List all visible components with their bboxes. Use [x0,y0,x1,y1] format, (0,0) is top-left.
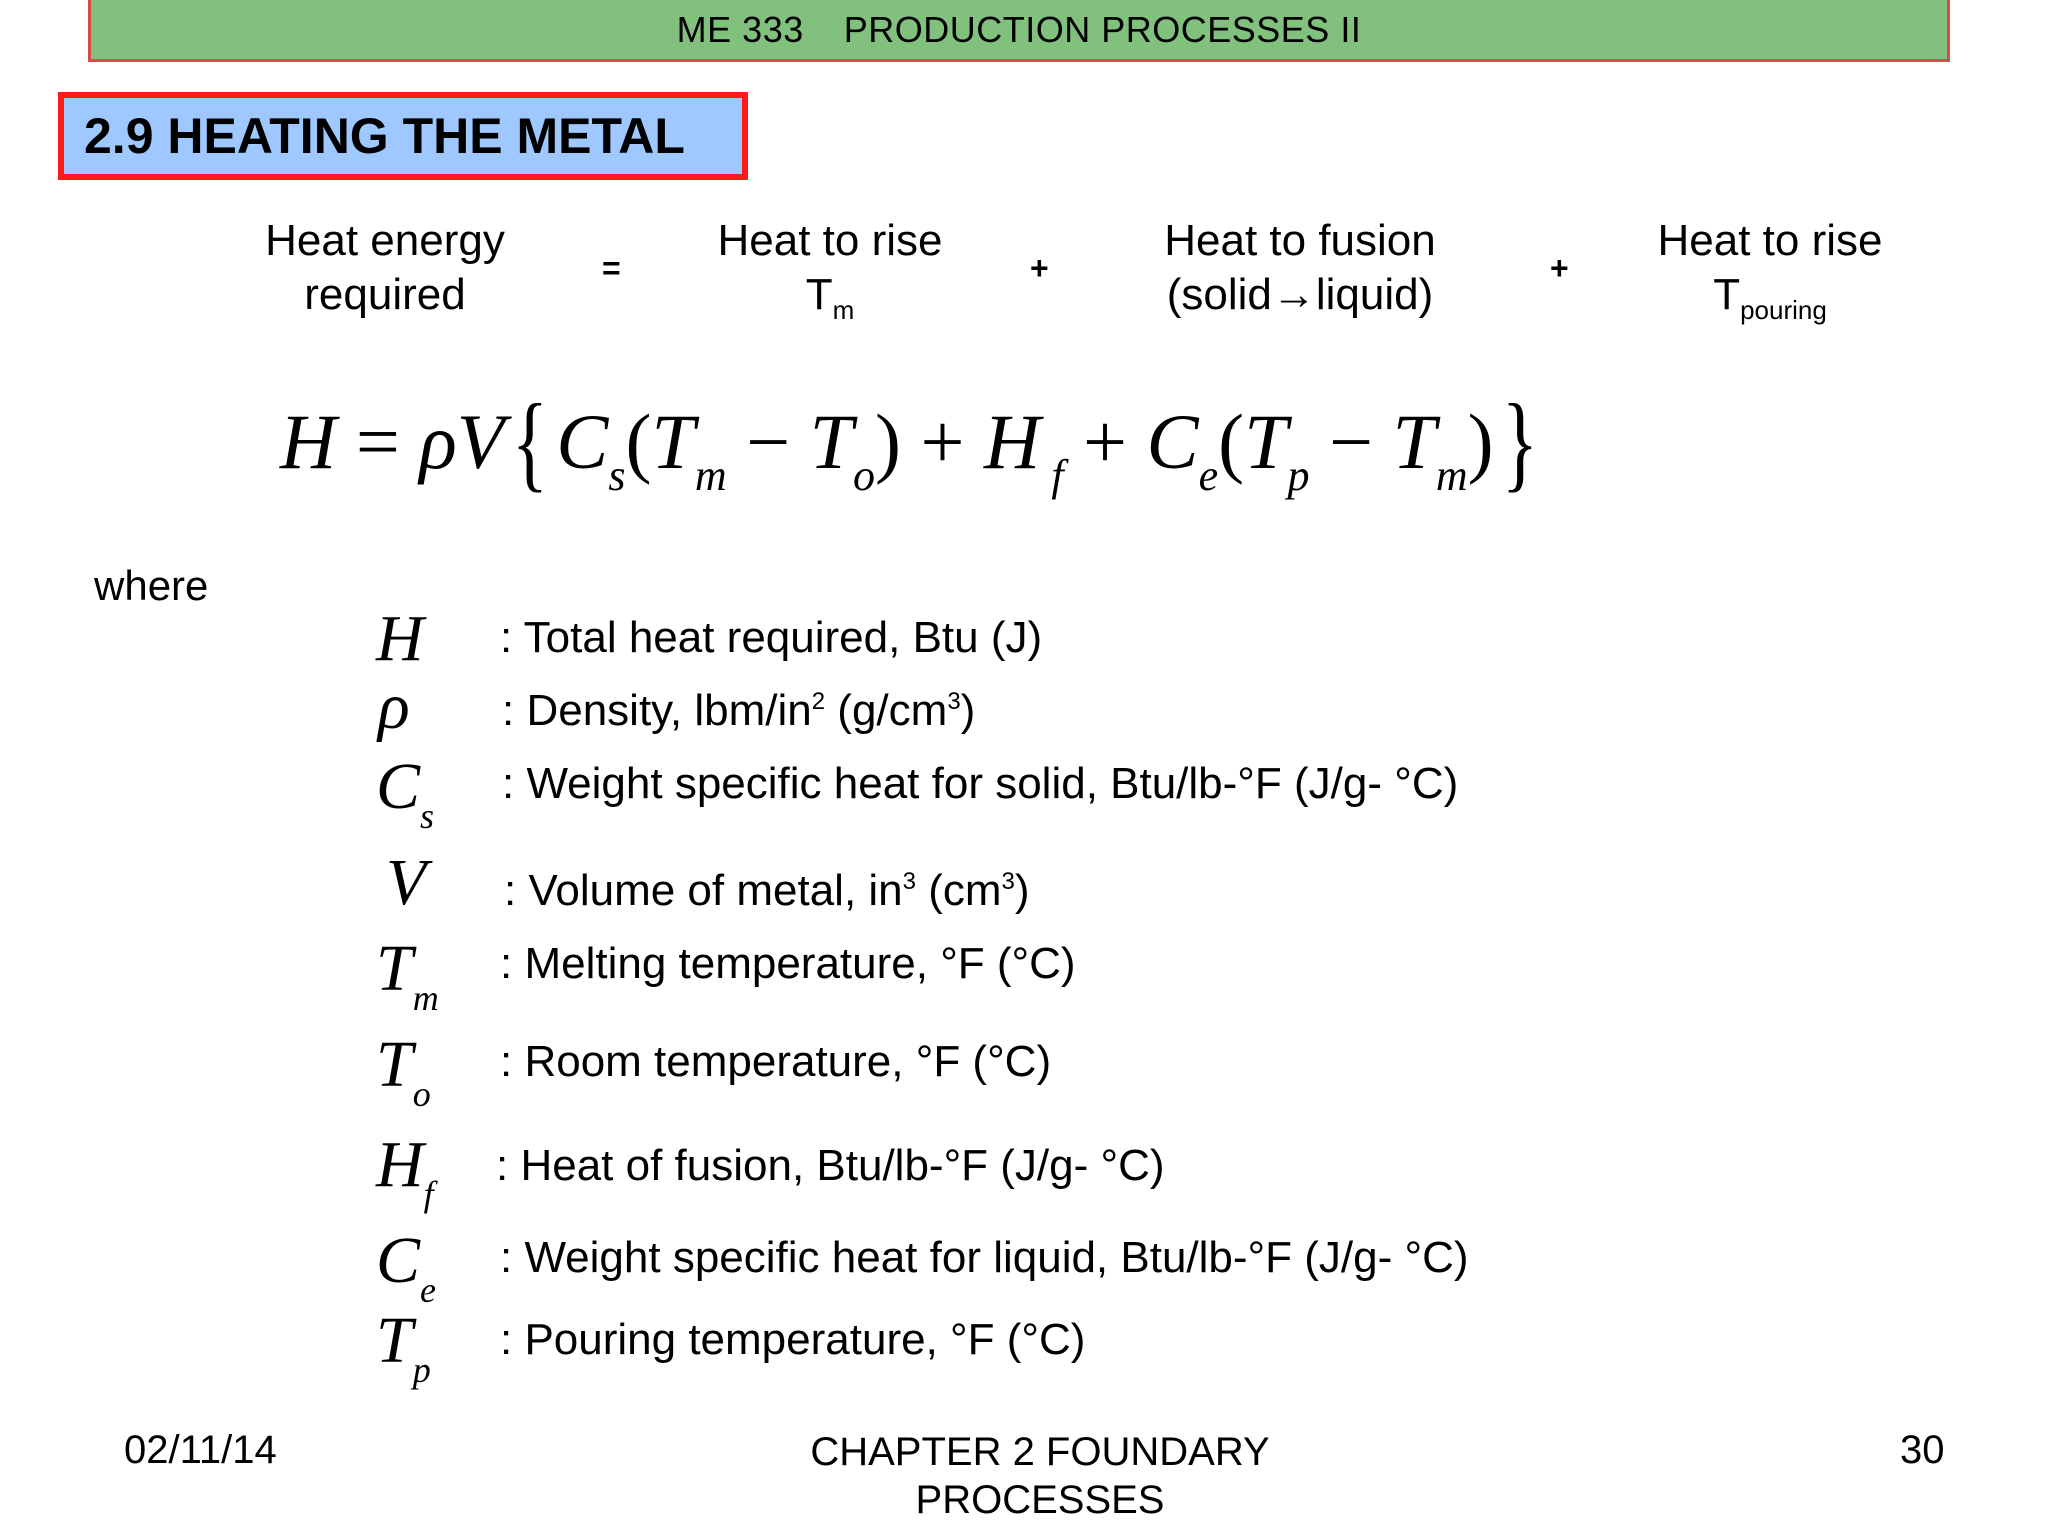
word-term-heat-rise-tpouring [1640,214,1900,337]
variable-symbol: ρ [378,670,410,743]
variable-description: : Total heat required, Btu (J) [500,613,1043,662]
variable-description: : Weight specific heat for solid, Btu/lb-°F (J/g- °C) [502,759,1459,808]
equals-sign: = [602,250,621,286]
variable-description: : Weight specific heat for liquid, Btu/lb-°F (J/g- °C) [500,1233,1469,1282]
variable-description: : Volume of metal, $in^3$ $(cm^3)$ [504,866,1030,915]
footer-chapter-line: CHAPTER 2 FOUNDARY [810,1430,1270,1474]
word-term-line: Heat to rise [717,216,943,265]
course-code: ME 333 [676,8,804,50]
word-term-line: Heat energy [265,216,505,265]
footer-chapter-line: PROCESSES [915,1478,1165,1522]
word-term-heat-energy [240,214,530,322]
page-number: 30 [1900,1428,1945,1472]
variable-description: : Pouring temperature, °F (°C) [500,1315,1086,1364]
word-term-line: (solid→liquid) [1166,270,1434,319]
variable-symbol: $C_e$ [376,1224,437,1310]
course-header-bar [88,0,1950,62]
variable-symbol: $T_o$ [376,1028,431,1114]
word-term-line: required [304,270,466,319]
variable-symbol: $C_s$ [376,750,435,836]
variable-symbol: $T_m$ [376,932,439,1018]
heat-energy-formula: $H = \rho V\{C_s(T_m - T_o) + H$ $_f + C_e(T_p - T_m)$} [280,383,1538,502]
plus-sign: + [1550,250,1569,286]
word-term-line: $T_{pouring}$ [1713,270,1827,325]
word-term-line: $T_m$ [805,270,855,325]
word-term-heat-rise-tm [690,214,970,337]
variable-description: : Room temperature, °F (°C) [500,1037,1052,1086]
footer-chapter [780,1428,1300,1524]
variable-description: : Heat of fusion, Btu/lb-°F (J/g- °C) [496,1141,1165,1190]
word-term-heat-fusion [1140,214,1460,322]
footer-date: 02/11/14 [124,1428,277,1472]
word-term-line: Heat to rise [1657,216,1883,265]
variable-description: : Density, lbm/$in^2$ $(g/cm^3)$ [502,686,976,735]
word-term-line: Heat to fusion [1164,216,1436,265]
variable-symbol: $H_f$ [376,1128,434,1214]
variable-symbol: V [386,846,427,919]
variable-symbol: $T_p$ [376,1304,431,1390]
variable-symbol: H [376,602,424,675]
where-label: where [94,562,209,609]
plus-sign: + [1030,250,1049,286]
section-title: 2.9 HEATING THE METAL [58,92,748,180]
variable-description: : Melting temperature, °F (°C) [500,939,1076,988]
course-title: PRODUCTION PROCESSES II [843,8,1362,50]
